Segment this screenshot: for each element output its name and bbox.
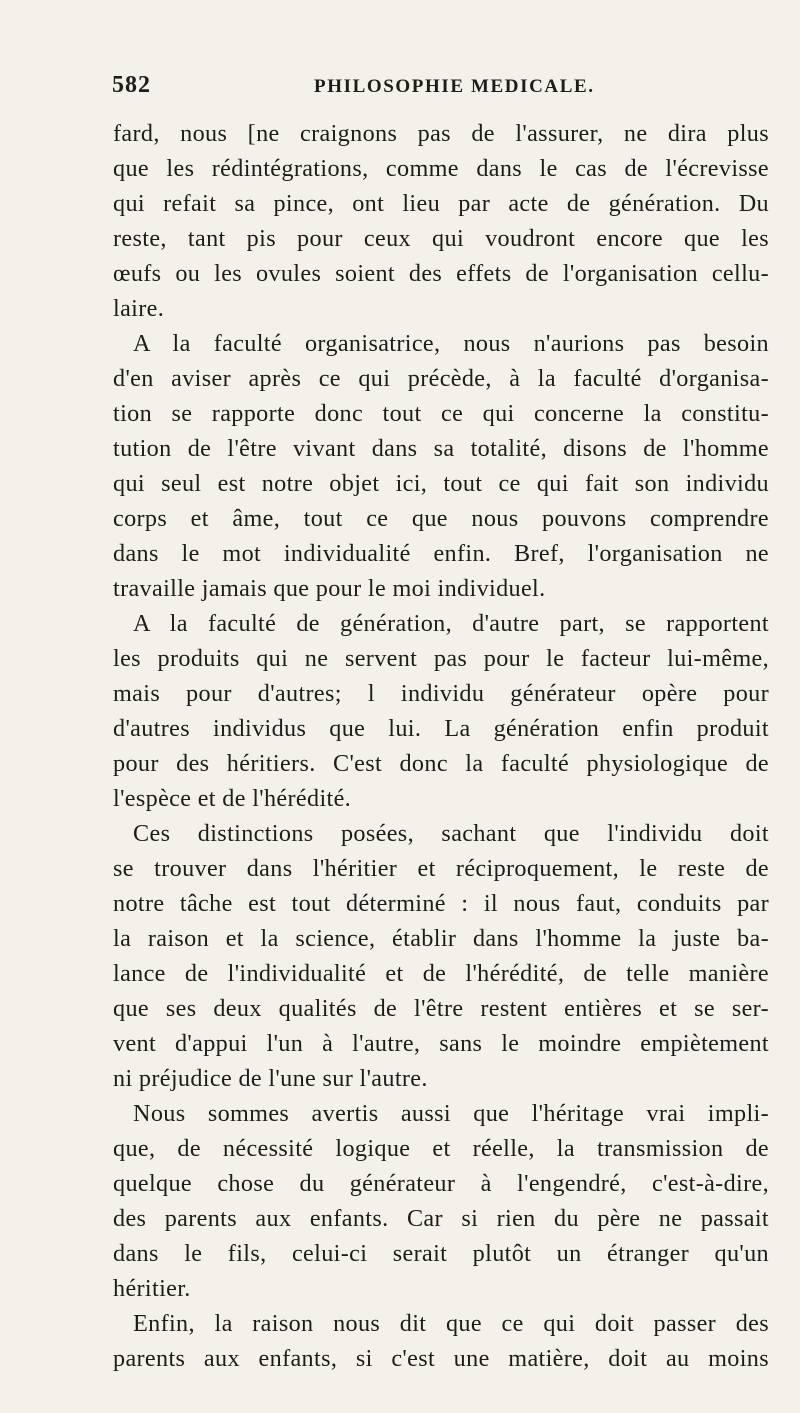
text-line: notre tâche est tout déterminé : il nous faut, conduits par bbox=[113, 890, 769, 917]
text-line: tion se rapporte donc tout ce qui concerne la constitu- bbox=[113, 400, 769, 427]
text-line: mais pour d'autres; l individu générateur opère pour bbox=[113, 680, 769, 707]
running-head bbox=[112, 72, 770, 108]
text-line: qui seul est notre objet ici, tout ce qui fait son individu bbox=[113, 470, 769, 497]
text-line: d'autres individus que lui. La génération enfin produit bbox=[113, 715, 769, 742]
text-line: des parents aux enfants. Car si rien du père ne passait bbox=[113, 1205, 769, 1232]
text-line: l'espèce et de l'hérédité. bbox=[113, 785, 352, 812]
text-line: corps et âme, tout ce que nous pouvons comprendre bbox=[113, 505, 769, 532]
text-line: d'en aviser après ce qui précède, à la faculté d'organisa- bbox=[113, 365, 769, 392]
text-line: les produits qui ne servent pas pour le facteur lui-même, bbox=[113, 645, 769, 672]
text-line: dans le fils, celui-ci serait plutôt un étranger qu'un bbox=[113, 1240, 769, 1267]
text-line: se trouver dans l'héritier et réciproquement, le reste de bbox=[113, 855, 769, 882]
text-line: pour des héritiers. C'est donc la faculté physiologique de bbox=[113, 750, 769, 777]
text-line: œufs ou les ovules soient des effets de l'organisation cellu- bbox=[113, 260, 769, 287]
text-line: que les rédintégrations, comme dans le cas de l'écrevisse bbox=[113, 155, 769, 182]
text-line: parents aux enfants, si c'est une matière, doit au moins bbox=[113, 1345, 769, 1372]
text-line: vent d'appui l'un à l'autre, sans le moindre empiètement bbox=[113, 1030, 769, 1057]
text-line: dans le mot individualité enfin. Bref, l'organisation ne bbox=[113, 540, 769, 567]
text-line: Nous sommes avertis aussi que l'héritage vrai impli- bbox=[133, 1100, 769, 1127]
text-line: ni préjudice de l'une sur l'autre. bbox=[113, 1065, 428, 1092]
text-line: reste, tant pis pour ceux qui voudront encore que les bbox=[113, 225, 769, 252]
text-line: lance de l'individualité et de l'hérédité, de telle manière bbox=[113, 960, 769, 987]
text-line: quelque chose du générateur à l'engendré, c'est-à-dire, bbox=[113, 1170, 769, 1197]
text-line: fard, nous [ne craignons pas de l'assurer, ne dira plus bbox=[113, 120, 769, 147]
text-line: tution de l'être vivant dans sa totalité, disons de l'homme bbox=[113, 435, 769, 462]
text-line: qui refait sa pince, ont lieu par acte de génération. Du bbox=[113, 190, 769, 217]
body-text bbox=[113, 116, 769, 1376]
text-line: la raison et la science, établir dans l'homme la juste ba- bbox=[113, 925, 769, 952]
text-line: que, de nécessité logique et réelle, la transmission de bbox=[113, 1135, 769, 1162]
text-line: Enfin, la raison nous dit que ce qui doit passer des bbox=[133, 1310, 769, 1337]
text-line: A la faculté de génération, d'autre part, se rapportent bbox=[133, 610, 769, 637]
running-title: PHILOSOPHIE MEDICALE. bbox=[314, 76, 595, 97]
text-line: travaille jamais que pour le moi individuel. bbox=[113, 575, 546, 602]
text-line: Ces distinctions posées, sachant que l'individu doit bbox=[133, 820, 769, 847]
text-line: que ses deux qualités de l'être restent entières et se ser- bbox=[113, 995, 769, 1022]
text-line: A la faculté organisatrice, nous n'aurions pas besoin bbox=[133, 330, 769, 357]
text-line: laire. bbox=[113, 295, 165, 322]
text-line: héritier. bbox=[113, 1275, 191, 1302]
page-number: 582 bbox=[112, 72, 151, 98]
